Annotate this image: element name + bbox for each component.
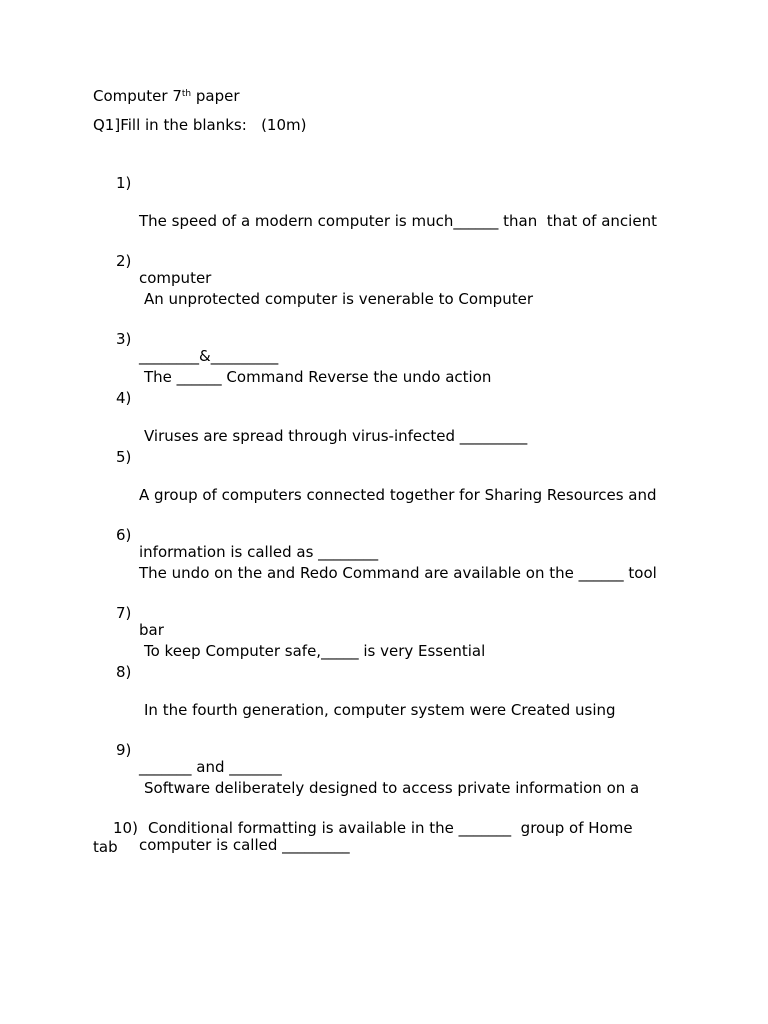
title-text: Computer 7 bbox=[93, 87, 182, 105]
question-line-1: Viruses are spread through virus-infected _________ bbox=[144, 427, 528, 445]
question-line-2: ________&_________ bbox=[139, 347, 279, 365]
title-superscript: th bbox=[181, 89, 192, 99]
question-line-2: tab bbox=[93, 838, 118, 856]
question-number: 5) bbox=[116, 448, 132, 466]
question-number: 7) bbox=[116, 604, 132, 622]
section-heading: Q1]Fill in the blanks: (10m) bbox=[93, 116, 307, 134]
question-line-1: The ______ Command Reverse the undo action bbox=[144, 368, 492, 386]
question-number: 6) bbox=[116, 526, 132, 544]
question-number: 4) bbox=[116, 389, 132, 407]
question-line-2: information is called as ________ bbox=[139, 543, 379, 561]
question-line-1: An unprotected computer is venerable to Computer bbox=[144, 290, 533, 308]
question-line-1: In the fourth generation, computer system were Created using bbox=[144, 701, 616, 719]
title-suffix: paper bbox=[191, 87, 240, 105]
question-number: 10) bbox=[113, 819, 138, 837]
question-text bbox=[139, 741, 704, 893]
question-number: 3) bbox=[116, 330, 132, 348]
question-number: 9) bbox=[116, 741, 132, 759]
question-line-2: computer bbox=[139, 269, 212, 287]
question-number: 1) bbox=[116, 174, 132, 192]
question-line-1: A group of computers connected together for Sharing Resources and bbox=[139, 486, 657, 504]
question-number: 8) bbox=[116, 663, 132, 681]
question-line-2: _______ and _______ bbox=[139, 758, 282, 776]
document-title bbox=[93, 87, 240, 106]
question-line-1: Conditional formatting is available in the _______ group of Home bbox=[148, 819, 633, 837]
question-line-1: To keep Computer safe,_____ is very Essential bbox=[144, 642, 486, 660]
question-line-1: The undo on the and Redo Command are available on the ______ tool bbox=[139, 564, 657, 582]
question-line-1: Software deliberately designed to access private information on a bbox=[144, 779, 640, 797]
question-number: 2) bbox=[116, 252, 132, 270]
question-line-2: computer is called _________ bbox=[139, 836, 350, 854]
question-line-2: bar bbox=[139, 621, 164, 639]
question-line-1: The speed of a modern computer is much______ than that of ancient bbox=[139, 212, 657, 230]
